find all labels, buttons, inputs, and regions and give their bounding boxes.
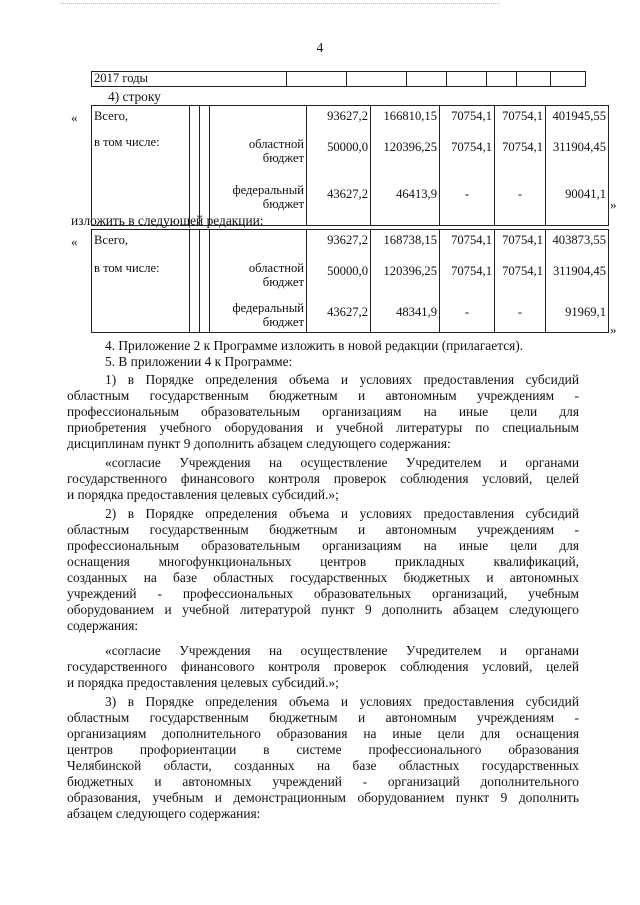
paragraph-4: 4. Приложение 2 к Программе изложить в новой редакции (прилагается).	[105, 338, 524, 353]
sp1-line: дисциплинам пункт 9 дополнить абзацем следующего содержания:	[67, 436, 451, 451]
old-federal-2: бюджет	[262, 197, 304, 211]
new-federal-v1: 43627,2	[327, 305, 368, 319]
sp2-line: учреждений - профессиональных образовательных организаций, учебным	[67, 586, 579, 601]
open-quote-new: «	[71, 234, 78, 249]
old-budget-col	[210, 106, 307, 226]
top-fragment-table	[91, 71, 586, 87]
sp3-line: областным государственным бюджетным и автономным учреждениям -	[67, 710, 579, 725]
old-regional-v5: 311904,45	[552, 140, 606, 154]
sp3-line: 3) в Порядке определения объема и условиях предоставления субсидий	[105, 694, 579, 709]
paragraph-5: 5. В приложении 4 к Программе:	[105, 354, 293, 369]
q1-line: государственного финансового контроля проверок соблюдения условий, целей	[67, 471, 579, 486]
new-federal-1: федеральный	[232, 301, 304, 315]
sp3-line: бюджетных и автономных учреждений - организаций дополнительного	[67, 774, 579, 789]
quote-block-2	[67, 643, 579, 691]
old-federal-v3: -	[464, 187, 470, 201]
sp3-line: Челябинской области, созданных на базе областных государственных	[67, 758, 579, 773]
open-quote-old: «	[71, 110, 78, 125]
sp3-line: организациям дополнительного образования на иные цели для оснащения	[67, 726, 579, 741]
new-total-v3: 70754,1	[451, 233, 492, 247]
sp3-line: абзацем следующего содержания:	[67, 806, 261, 821]
sp2-line: профессиональным образовательным организациям на иные цели для	[67, 538, 579, 553]
new-incl-label: в том числе:	[94, 261, 160, 275]
sp2-line: областным государственным бюджетным и автономным учреждениям -	[67, 522, 579, 537]
new-total-v1: 93627,2	[327, 233, 368, 247]
subparagraph-2	[67, 506, 579, 634]
new-federal-v2: 48341,9	[396, 305, 437, 319]
redaction-label: изложить в следующей редакции:	[71, 213, 264, 228]
old-total-v4: 70754,1	[502, 109, 543, 123]
new-federal-v3: -	[464, 305, 470, 319]
close-quote-new: »	[610, 322, 617, 337]
sp1-line: профессиональным образовательным организациям на иные цели для	[67, 404, 579, 419]
scan-artifact-line	[60, 3, 500, 5]
old-federal-v2: 46413,9	[396, 187, 437, 201]
old-regional-v4: 70754,1	[502, 140, 543, 154]
old-regional-1: областной	[248, 137, 304, 151]
new-budget-col	[210, 230, 307, 333]
page-number: 4	[316, 40, 324, 55]
new-federal-2: бюджет	[262, 315, 304, 329]
sp2-line: 2) в Порядке определения объема и условиях предоставления субсидий	[105, 506, 579, 521]
q2-line: и порядка предоставления целевых субсидий.»;	[67, 675, 339, 690]
q2-line: государственного финансового контроля проверок соблюдения условий, целей	[67, 659, 579, 674]
q1-line: и порядка предоставления целевых субсидий.»;	[67, 487, 339, 502]
new-regional-v4: 70754,1	[502, 264, 543, 278]
old-federal-v4: -	[517, 187, 523, 201]
sp2-line: оснащения многофункциональных центров прикладных квалификаций,	[67, 554, 579, 569]
top-row-label: 2017 годы	[92, 72, 287, 87]
old-regional-2: бюджет	[262, 151, 304, 165]
quote-block-1	[67, 455, 579, 503]
new-regional-v3: 70754,1	[451, 264, 492, 278]
new-total-label: Всего,	[94, 233, 129, 247]
old-regional-v3: 70754,1	[451, 140, 492, 154]
subparagraph-3	[67, 694, 579, 822]
old-total-label: Всего,	[94, 109, 129, 123]
sp1-line: 1) в Порядке определения объема и условиях предоставления субсидий	[105, 372, 579, 387]
new-regional-v1: 50000,0	[327, 264, 368, 278]
q2-line: «согласие Учреждения на осуществление Учредителем и органами	[105, 643, 579, 658]
old-budget-table	[91, 105, 609, 226]
old-federal-1: федеральный	[232, 183, 304, 197]
old-total-v1: 93627,2	[327, 109, 368, 123]
row-item-label: 4) строку	[108, 89, 161, 104]
new-total-v5: 403873,55	[552, 233, 606, 247]
old-regional-v2: 120396,25	[383, 140, 437, 154]
new-regional-2: бюджет	[262, 275, 304, 289]
old-label-col	[92, 106, 190, 226]
close-quote-old: »	[610, 197, 617, 212]
old-total-v2: 166810,15	[383, 109, 437, 123]
sp3-line: образования, учебным и демонстрационным оборудованием пункт 9 дополнить	[67, 790, 579, 805]
sp2-line: содержания:	[67, 618, 139, 633]
new-label-col	[92, 230, 190, 333]
new-federal-v4: -	[517, 305, 523, 319]
new-budget-table	[91, 229, 609, 333]
new-total-v4: 70754,1	[502, 233, 543, 247]
new-federal-v5: 91969,1	[565, 305, 606, 319]
sp2-line: оборудованием и учебной литературой пункт 9 дополнить абзацем следующего	[67, 602, 579, 617]
old-federal-v5: 90041,1	[565, 187, 606, 201]
sp3-line: центров профориентации в системе профессионального образования	[67, 742, 579, 757]
q1-line: «согласие Учреждения на осуществление Учредителем и органами	[105, 455, 579, 470]
sp1-line: областным государственным бюджетным и автономным учреждениям -	[67, 388, 579, 403]
old-regional-v1: 50000,0	[327, 140, 368, 154]
sp1-line: приобретения учебного оборудования и учебной литературы по специальным	[67, 420, 579, 435]
subparagraph-1	[67, 372, 579, 452]
old-total-v5: 401945,55	[552, 109, 606, 123]
old-incl-label: в том числе:	[94, 135, 160, 149]
old-federal-v1: 43627,2	[327, 187, 368, 201]
new-regional-1: областной	[248, 261, 304, 275]
new-regional-v5: 311904,45	[552, 264, 606, 278]
new-regional-v2: 120396,25	[383, 264, 437, 278]
old-total-v3: 70754,1	[451, 109, 492, 123]
new-total-v2: 168738,15	[383, 233, 437, 247]
sp2-line: созданных на базе областных государственных бюджетных и автономных	[67, 570, 579, 585]
